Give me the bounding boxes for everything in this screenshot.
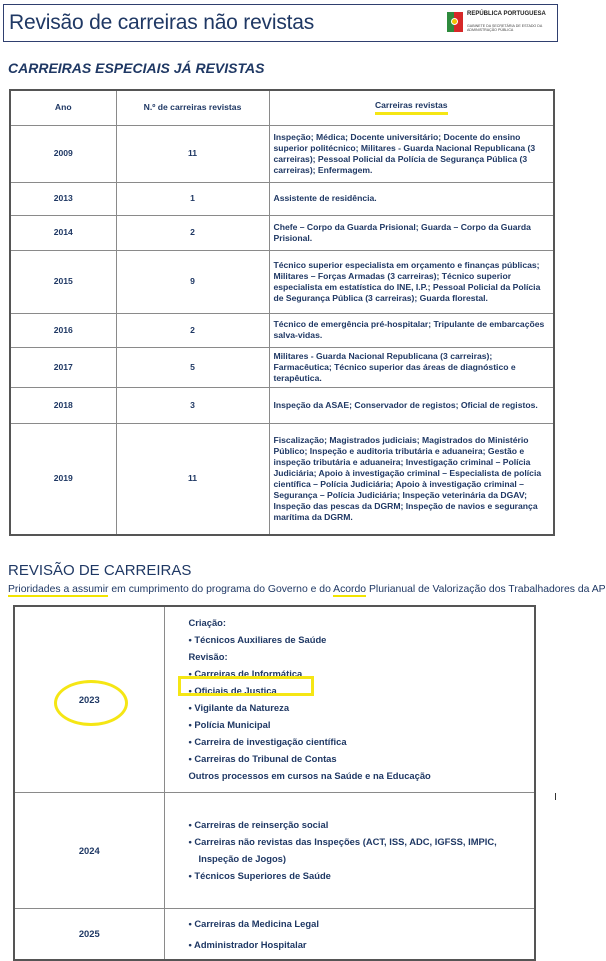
table-row xyxy=(10,313,554,347)
table-row-2025 xyxy=(14,908,535,960)
logo-title: REPÚBLICA PORTUGUESA xyxy=(467,11,546,17)
table-row xyxy=(10,125,554,182)
items-2023 xyxy=(164,606,535,792)
list-item: • Carreira de investigação científica xyxy=(189,733,535,750)
cell-carreiras: Técnico de emergência pré-hospitalar; Tripulante de embarcações salva-vidas. xyxy=(269,313,554,347)
column-header-ano: Ano xyxy=(10,90,116,125)
list-item-continuation: Inspeção de Jogos) xyxy=(198,853,287,864)
cell-carreiras: Fiscalização; Magistrados judiciais; Magistrados do Ministério Público; Inspeção e auditoria tributária e aduaneira; Gestão e inspeção tributária e aduaneira; Investigação criminal – Polícia Judiciária; Apoio à investigação criminal – Especialista de polícia científica – Polícia Judiciária; Apoio à investigação criminal – Segurança – Polícia Judiciária; Inspeção veterinária da DGAV; Inspeção das pescas da DGRM; Inspeção de navios e segurança marítima da DGRM. xyxy=(269,423,554,535)
table-row xyxy=(10,423,554,535)
cell-ano: 2017 xyxy=(10,347,116,387)
list-item: • Carreiras da Medicina Legal xyxy=(189,915,535,932)
cell-numero: 9 xyxy=(116,250,269,313)
table-row xyxy=(10,250,554,313)
list-item: • Polícia Municipal xyxy=(189,716,535,733)
cell-ano: 2019 xyxy=(10,423,116,535)
cell-ano: 2013 xyxy=(10,182,116,215)
list-item: • Técnicos Superiores de Saúde xyxy=(189,867,535,884)
cell-numero: 2 xyxy=(116,215,269,250)
table-row xyxy=(10,182,554,215)
list-item: • Carreiras do Tribunal de Contas xyxy=(189,750,535,767)
cell-carreiras: Chefe – Corpo da Guarda Prisional; Guarda – Corpo da Guarda Prisional. xyxy=(269,215,554,250)
republica-portuguesa-logo xyxy=(447,10,553,38)
year-2025: 2025 xyxy=(14,908,164,960)
list-item: • Carreiras de reinserção social xyxy=(189,816,535,833)
table-row-2024 xyxy=(14,792,535,908)
carreiras-revistas-table xyxy=(9,89,555,536)
section-title-revistas: CARREIRAS ESPECIAIS JÁ REVISTAS xyxy=(8,60,265,76)
cell-numero: 11 xyxy=(116,423,269,535)
list-item: • Carreiras de Informática xyxy=(189,665,535,682)
list-item: • Administrador Hospitalar xyxy=(189,936,535,953)
year-2023: 2023 xyxy=(14,606,164,792)
subtitle-middle: em cumprimento do programa do Governo e do xyxy=(108,584,334,595)
cell-numero: 3 xyxy=(116,387,269,423)
items-2025 xyxy=(164,908,535,960)
cell-carreiras: Assistente de residência. xyxy=(269,182,554,215)
cell-numero: 1 xyxy=(116,182,269,215)
items-2024 xyxy=(164,792,535,908)
flag-emblem-icon xyxy=(447,12,463,32)
cell-numero: 11 xyxy=(116,125,269,182)
section-title-revisao: REVISÃO DE CARREIRAS xyxy=(8,562,192,579)
highlight-box-oficiais-justica xyxy=(178,676,314,696)
revisao-carreiras-table xyxy=(13,605,536,961)
cell-carreiras: Técnico superior especialista em orçamento e finanças públicas; Militares – Forças Armadas (3 carreiras); Técnico superior especialista em estatística do INE, I.P.; Pessoal Policial da Polícia de Segurança Pública (3 carreiras); Guarda florestal. xyxy=(269,250,554,313)
table-row xyxy=(10,215,554,250)
column-header-numero: N.º de carreiras revistas xyxy=(116,90,269,125)
subtitle-prioridades: Prioridades a assumir xyxy=(8,584,109,595)
cell-ano: 2018 xyxy=(10,387,116,423)
outros-processos: Outros processos em cursos na Saúde e na Educação xyxy=(188,770,431,782)
subtitle-acordo: Acordo xyxy=(333,584,367,595)
page-title: Revisão de carreiras não revistas xyxy=(9,11,315,34)
cell-numero: 5 xyxy=(116,347,269,387)
list-item: • Oficiais de Justiça xyxy=(189,682,535,699)
revisao-label: Revisão: xyxy=(188,651,228,663)
table-row xyxy=(10,387,554,423)
cell-ano: 2016 xyxy=(10,313,116,347)
margin-mark xyxy=(555,793,556,800)
cell-ano: 2014 xyxy=(10,215,116,250)
cell-ano: 2015 xyxy=(10,250,116,313)
list-item: • Técnicos Auxiliares de Saúde xyxy=(189,631,535,648)
highlight-circle-2023 xyxy=(54,680,128,726)
cell-carreiras: Militares - Guarda Nacional Republicana (3 carreiras); Farmacêutica; Técnico superior das áreas de diagnóstico e terapêutica. xyxy=(269,347,554,387)
list-item: • Vigilante da Natureza xyxy=(189,699,535,716)
cell-ano: 2009 xyxy=(10,125,116,182)
cell-carreiras: Inspeção; Médica; Docente universitário; Docente do ensino superior politécnico; Militares - Guarda Nacional Republicana (3 carreiras); Pessoal Policial da Polícia de Segurança Pública (3 carreiras); Enfermagem. xyxy=(269,125,554,182)
year-2024: 2024 xyxy=(14,792,164,908)
list-item: • Carreiras não revistas das Inspeções (ACT, ISS, ADC, IGFSS, IMPIC, xyxy=(189,833,535,850)
table-header-row xyxy=(10,90,554,125)
table-row xyxy=(10,347,554,387)
subtitle-end: Plurianual de Valorização dos Trabalhadores da AP xyxy=(366,584,606,595)
priorities-subtitle xyxy=(8,584,606,595)
cell-numero: 2 xyxy=(116,313,269,347)
slide-header xyxy=(3,4,558,42)
cell-carreiras: Inspeção da ASAE; Conservador de registos; Oficial de registos. xyxy=(269,387,554,423)
logo-subtitle: GABINETE DA SECRETÁRIA DE ESTADO DA ADMINISTRAÇÃO PÚBLICA xyxy=(467,24,543,32)
criacao-label: Criação: xyxy=(188,617,227,629)
column-header-carreiras: Carreiras revistas xyxy=(269,90,554,125)
